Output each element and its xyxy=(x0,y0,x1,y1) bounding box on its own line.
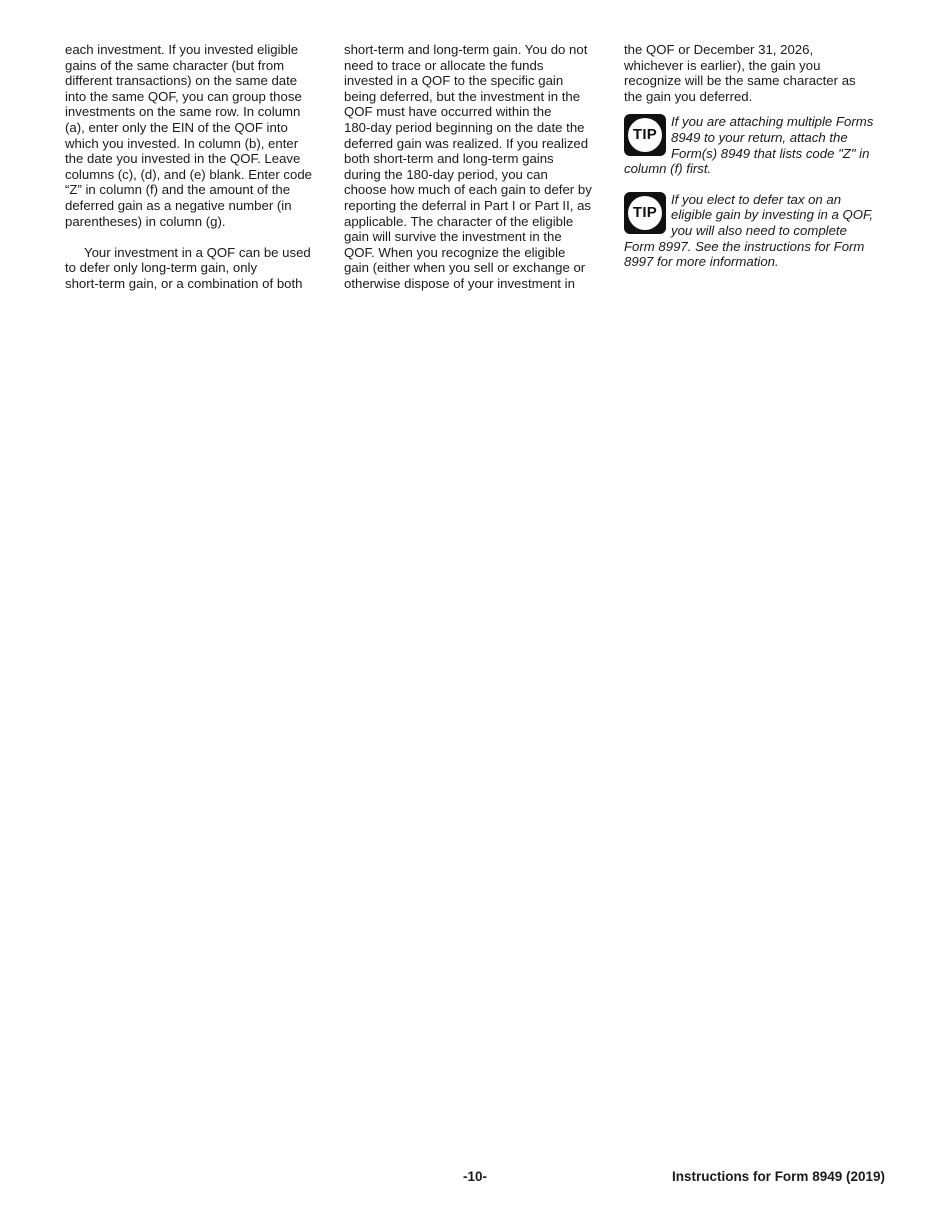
text-line: short-term gain, or a combination of both xyxy=(65,275,303,291)
text-line: deferred gain was realized. If you realized xyxy=(344,135,589,151)
text-line: invested in a QOF to the specific gain xyxy=(344,73,564,89)
text-line: gain will survive the investment in the xyxy=(344,229,562,245)
text-line: (a), enter only the EIN of the QOF into xyxy=(65,119,288,135)
text-line: QOF. When you recognize the eligible xyxy=(344,244,566,260)
tip-text-line: If you are attaching multiple Forms xyxy=(671,114,874,130)
text-line: QOF must have occurred within the xyxy=(344,104,552,120)
text-line: “Z” in column (f) and the amount of the xyxy=(65,182,291,198)
tip-text-line: column (f) first. xyxy=(624,161,712,177)
text-line: recognize will be the same character as xyxy=(624,73,856,89)
paragraph-investment-grouping xyxy=(65,42,327,229)
tip-label: TIP xyxy=(632,126,658,144)
tip-text-line: Form 8997. See the instructions for Form xyxy=(624,238,865,254)
text-column-3 xyxy=(624,42,886,270)
text-line: which you invested. In column (b), enter xyxy=(65,135,299,151)
tip-icon xyxy=(624,192,666,234)
text-line: gain (either when you sell or exchange or xyxy=(344,260,586,276)
text-line: applicable. The character of the eligible xyxy=(344,213,574,229)
text-line: parentheses) in column (g). xyxy=(65,213,226,229)
page-number: -10- xyxy=(462,1169,487,1184)
text-line: otherwise dispose of your investment in xyxy=(344,275,575,291)
text-line: gains of the same character (but from xyxy=(65,57,285,73)
paragraph-gain-recognition xyxy=(624,42,886,104)
text-line: being deferred, but the investment in the xyxy=(344,88,581,104)
text-line: to defer only long-term gain, only xyxy=(65,260,258,276)
text-line: into the same QOF, you can group those xyxy=(65,88,302,104)
text-line: need to trace or allocate the funds xyxy=(344,57,544,73)
paragraph-qof-investment xyxy=(65,245,327,292)
tip-text-line: Form(s) 8949 that lists code "Z" in xyxy=(671,145,870,161)
text-line: Your investment in a QOF can be used xyxy=(84,244,311,260)
text-line: reporting the deferral in Part I or Part II, as xyxy=(344,197,592,213)
tip-text-line: eligible gain by investing in a QOF, xyxy=(671,207,874,223)
document-title: Instructions for Form 8949 (2019) xyxy=(671,1169,885,1184)
tip-text-line: 8949 to your return, attach the xyxy=(671,129,848,145)
text-line: 180-day period beginning on the date the xyxy=(344,119,585,135)
text-line: deferred gain as a negative number (in xyxy=(65,197,292,213)
tip-text-line: 8997 for more information. xyxy=(624,254,779,270)
text-line: columns (c), (d), and (e) blank. Enter code xyxy=(65,166,313,182)
text-line: both short-term and long-term gains xyxy=(344,151,554,167)
text-line: short-term and long-term gain. You do not xyxy=(344,42,588,57)
text-line: the gain you deferred. xyxy=(624,88,753,104)
tip-label: TIP xyxy=(632,203,658,221)
tip-box-multiple-forms xyxy=(624,114,886,176)
text-line: choose how much of each gain to defer by xyxy=(344,182,592,198)
tip-box-form-8997 xyxy=(624,192,886,270)
tip-text-line: you will also need to complete xyxy=(671,222,847,238)
text-line: whichever is earlier), the gain you xyxy=(624,57,821,73)
text-line: investments on the same row. In column xyxy=(65,104,301,120)
tip-icon xyxy=(624,114,666,156)
paragraph-gain-deferral xyxy=(344,42,606,292)
text-line: the date you invested in the QOF. Leave xyxy=(65,151,301,167)
text-column-2 xyxy=(344,42,606,292)
text-line: different transactions) on the same date xyxy=(65,73,298,89)
text-line: the QOF or December 31, 2026, xyxy=(624,42,814,57)
text-line: during the 180-day period, you can xyxy=(344,166,548,182)
tip-text-line: If you elect to defer tax on an xyxy=(671,191,842,207)
text-line: each investment. If you invested eligible xyxy=(65,42,299,57)
text-column-1 xyxy=(65,42,327,292)
